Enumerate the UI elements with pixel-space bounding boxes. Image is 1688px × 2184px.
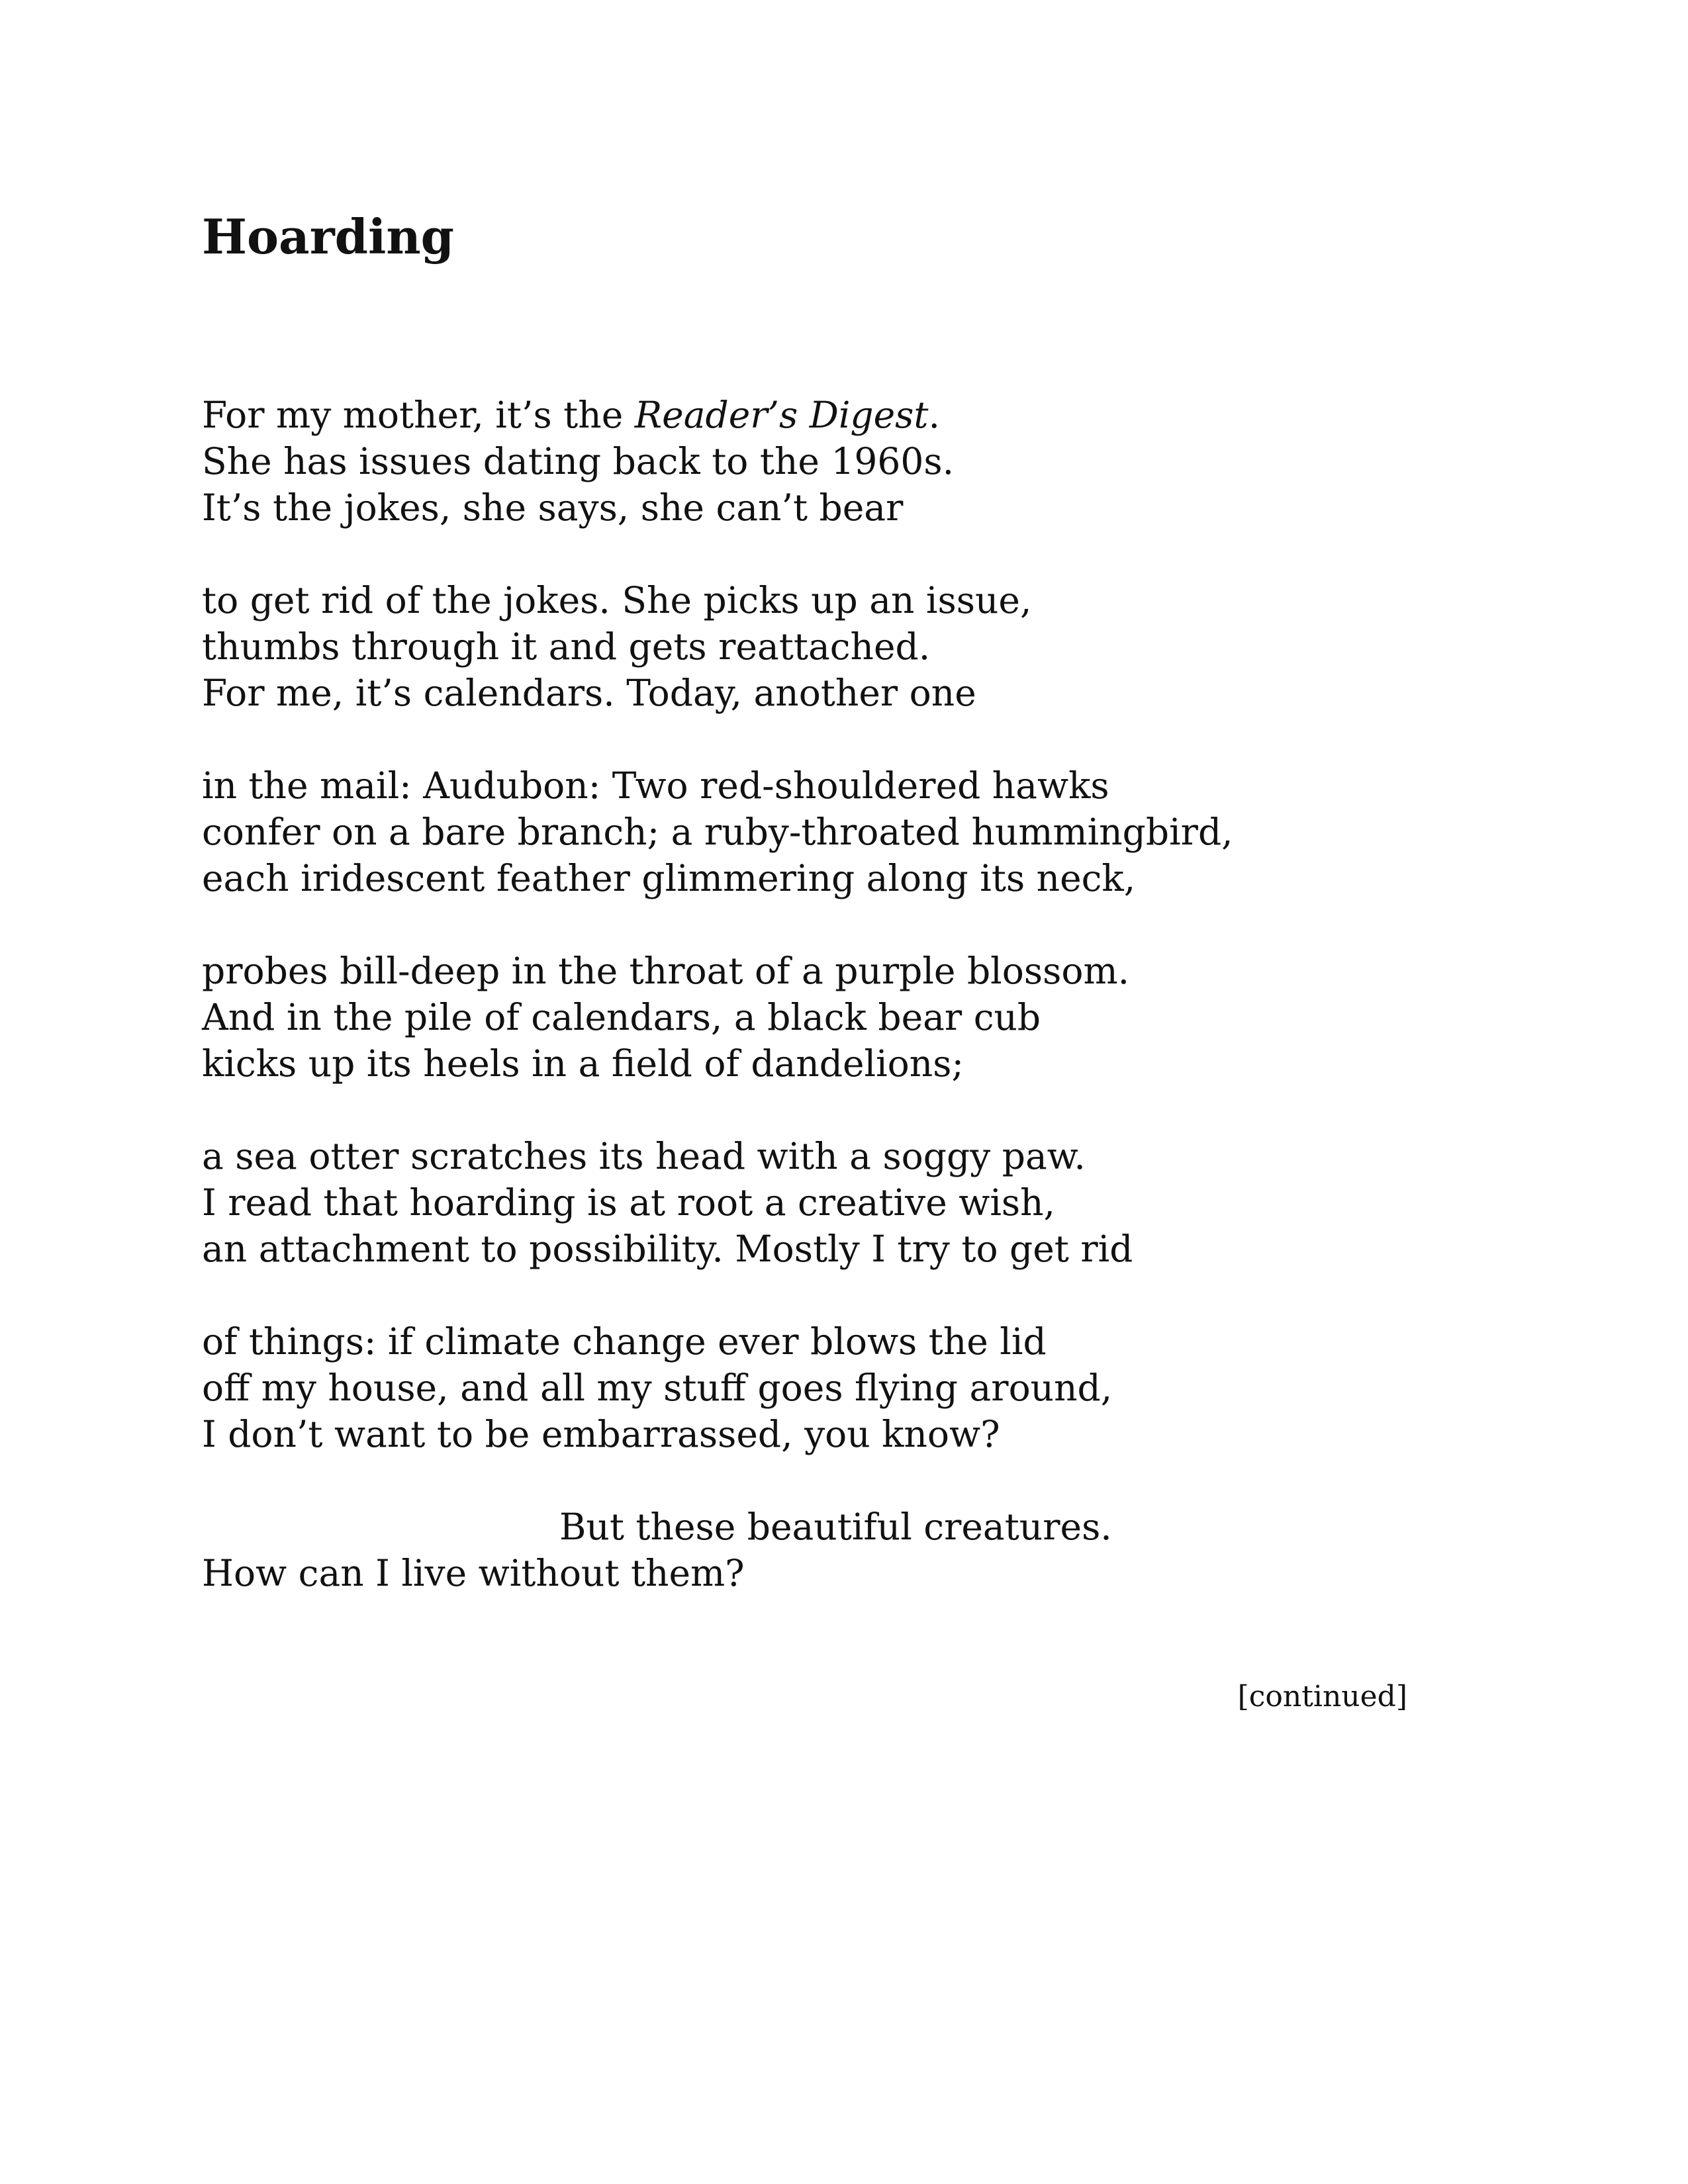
stanza-2 (202, 577, 1460, 716)
stanza-4 (202, 948, 1460, 1087)
poem-line: a sea otter scratches its head with a soggy paw. (202, 1135, 1086, 1177)
poem-line: I read that hoarding is at root a creative wish, (202, 1181, 1056, 1224)
poem-line: She has issues dating back to the 1960s. (202, 440, 955, 482)
poem-line: For me, it’s calendars. Today, another one (202, 672, 976, 714)
magazine-title: Reader’s Digest (634, 394, 929, 436)
poem-line: It’s the jokes, she says, she can’t bear (202, 486, 904, 529)
continued-note: [continued] (1237, 1680, 1407, 1713)
poem-line: confer on a bare branch; a ruby-throated hummingbird, (202, 811, 1233, 853)
stanza-1 (202, 392, 1460, 531)
stanza-7 (202, 1504, 1460, 1596)
stanza-3 (202, 762, 1460, 901)
stanza-6 (202, 1318, 1460, 1457)
poem-line: For my mother, it’s the Reader’s Digest. (202, 394, 940, 436)
poem-line: an attachment to possibility. Mostly I try to get rid (202, 1228, 1133, 1270)
poem-line: to get rid of the jokes. She picks up an issue, (202, 579, 1032, 621)
poem-line-indented: But these beautiful creatures. (559, 1506, 1112, 1548)
poem-line: And in the pile of calendars, a black bear cub (202, 996, 1041, 1038)
poem-line: probes bill-deep in the throat of a purple blossom. (202, 950, 1130, 992)
stanza-5 (202, 1133, 1460, 1272)
poem-line: kicks up its heels in a field of dandelions; (202, 1042, 964, 1085)
poem-line: each iridescent feather glimmering along its neck, (202, 857, 1136, 899)
poem-line: How can I live without them? (202, 1552, 745, 1594)
poem-line: I don’t want to be embarrassed, you know? (202, 1413, 1000, 1455)
poem-line: thumbs through it and gets reattached. (202, 625, 931, 668)
poem-line: of things: if climate change ever blows the lid (202, 1320, 1047, 1363)
poem-line: in the mail: Audubon: Two red-shouldered hawks (202, 764, 1109, 807)
poem-title: Hoarding (202, 208, 455, 265)
poem-line: off my house, and all my stuff goes flying around, (202, 1367, 1113, 1409)
poem-body (202, 392, 1460, 1643)
